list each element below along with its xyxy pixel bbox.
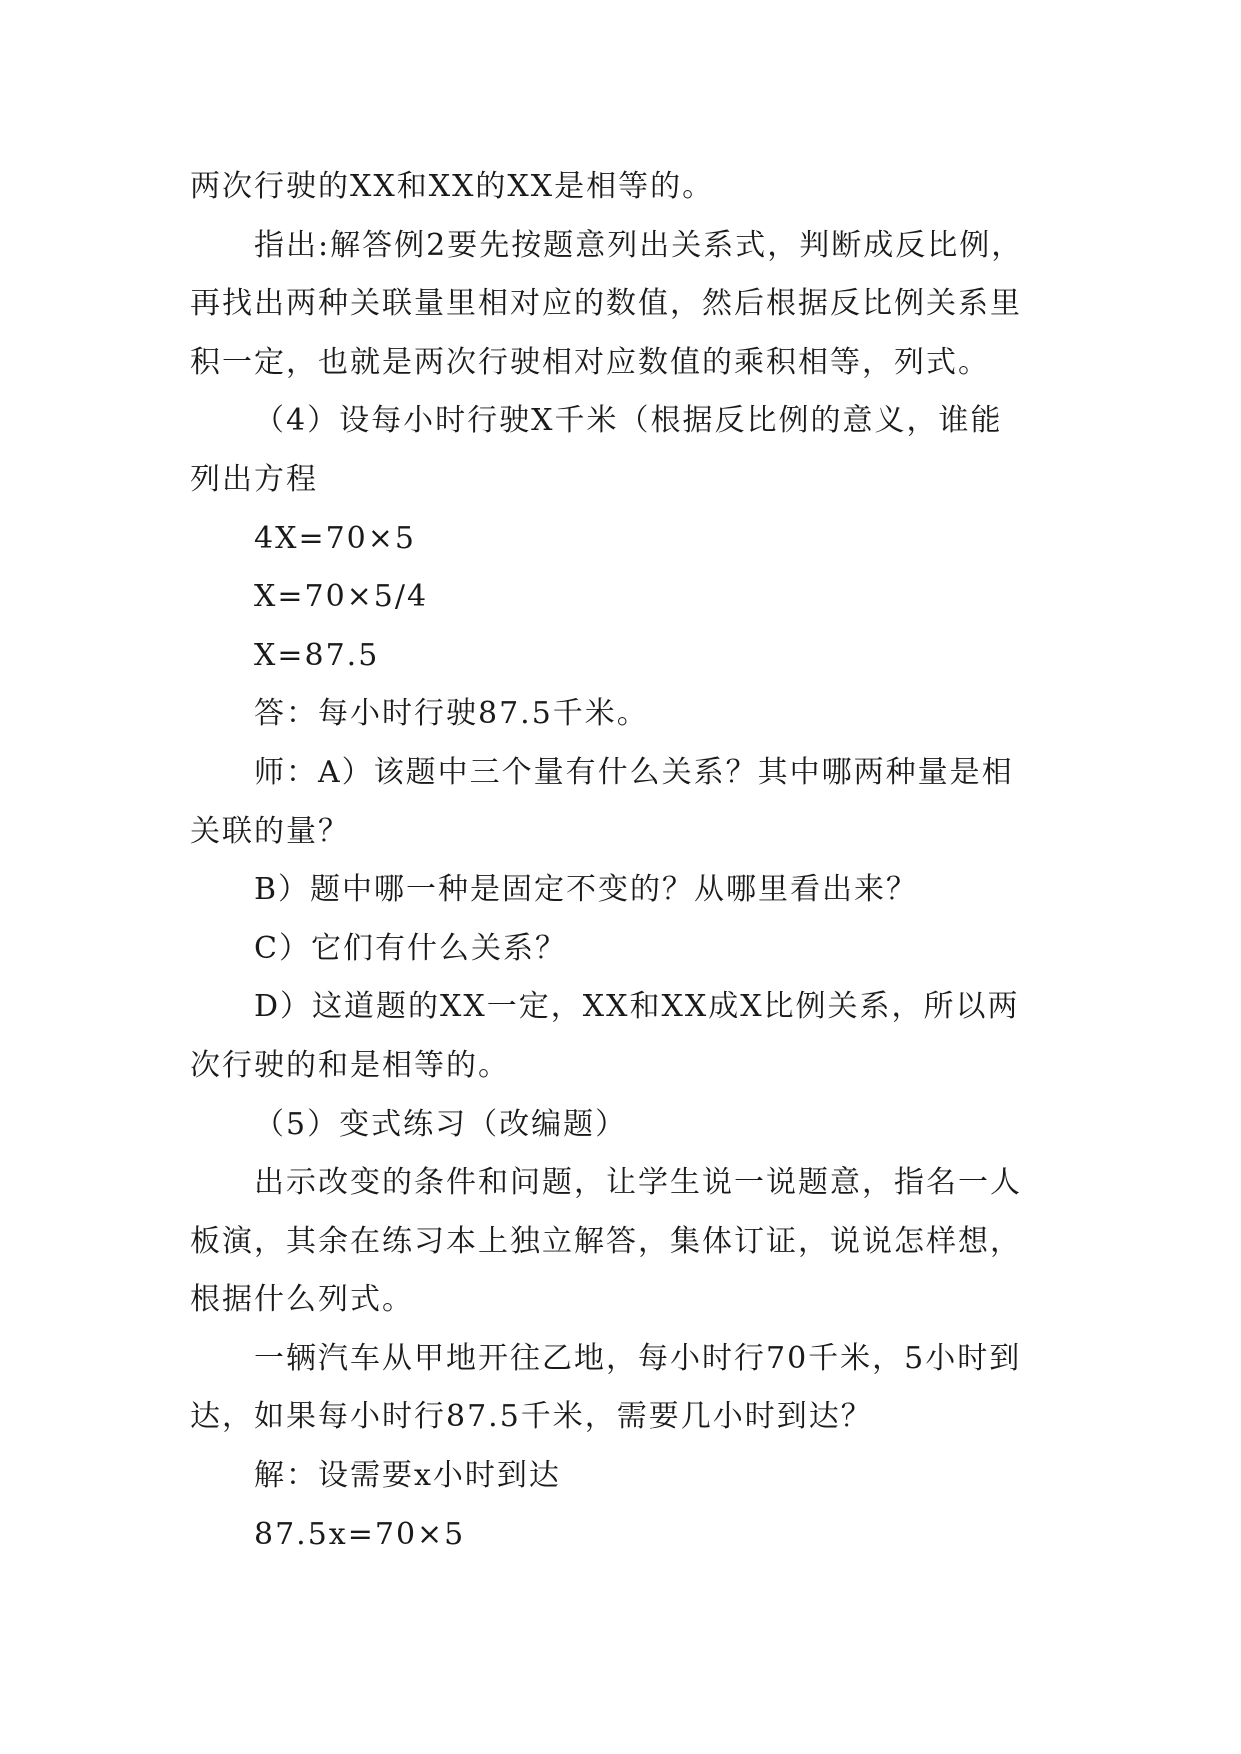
- paragraph-line: 板演，其余在练习本上独立解答，集体订证，说说怎样想，: [190, 1223, 1022, 1259]
- paragraph-line: D）这道题的XX一定，XX和XX成X比例关系，所以两: [254, 989, 1020, 1025]
- paragraph-line: 根据什么列式。: [190, 1282, 414, 1318]
- paragraph-line: 一辆汽车从甲地开往乙地，每小时行70千米，5小时到: [254, 1340, 1022, 1376]
- paragraph-line: C）它们有什么关系？: [254, 930, 567, 966]
- paragraph-line: 次行驶的和是相等的。: [190, 1047, 510, 1083]
- paragraph-line: 积一定，也就是两次行驶相对应数值的乘积相等，列式。: [190, 344, 990, 380]
- equation-line: 87.5x=70×5: [254, 1516, 466, 1552]
- paragraph-line: 达，如果每小时行87.5千米，需要几小时到达？: [190, 1399, 873, 1435]
- equation-line: 4X=70×5: [254, 520, 416, 556]
- paragraph-line: 关联的量？: [190, 813, 350, 849]
- section-heading: （5）变式练习（改编题）: [254, 1106, 628, 1142]
- paragraph-line: 出示改变的条件和问题，让学生说一说题意，指名一人: [254, 1165, 1022, 1201]
- equation-line: X=70×5/4: [254, 579, 429, 615]
- paragraph-line: 解：设需要x小时到达: [254, 1458, 561, 1494]
- paragraph-line: 师：A）该题中三个量有什么关系？其中哪两种量是相: [254, 754, 1014, 790]
- paragraph-line: 两次行驶的XX和XX的XX是相等的。: [190, 169, 715, 204]
- paragraph-line: （4）设每小时行驶X千米（根据反比例的意义，谁能: [254, 403, 1003, 439]
- equation-line: X=87.5: [254, 637, 380, 673]
- document-body: [190, 158, 1070, 1564]
- paragraph-line: B）题中哪一种是固定不变的？从哪里看出来？: [254, 872, 919, 908]
- paragraph-line: 指出:解答例2要先按题意列出关系式，判断成反比例，: [254, 227, 1024, 263]
- paragraph-line: 列出方程: [190, 461, 318, 497]
- answer-line: 答：每小时行驶87.5千米。: [254, 696, 649, 732]
- paragraph-line: 再找出两种关联量里相对应的数值，然后根据反比例关系里: [190, 286, 1022, 322]
